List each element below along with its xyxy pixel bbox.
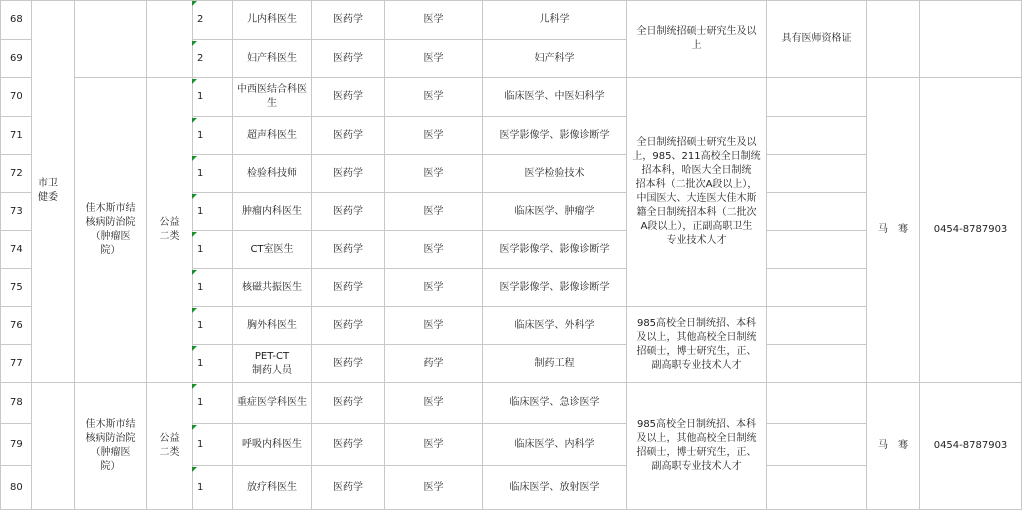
subject: 药学 <box>385 345 483 383</box>
position-name: PET-CT 制药人员 <box>233 345 312 383</box>
category: 医药学 <box>312 0 385 40</box>
subject: 医学 <box>385 383 483 424</box>
subject: 医学 <box>385 466 483 510</box>
unit-cell: 佳木斯市结 核病防治院 （肿瘤医 院） <box>75 383 147 510</box>
major: 临床医学、肿瘤学 <box>483 193 627 231</box>
position-name: 核磁共振医生 <box>233 269 312 307</box>
cell-indicator-icon <box>192 425 197 430</box>
education-requirement: 985高校全日制统招、本科 及以上，其他高校全日制统 招硕士，博士研究生，正、 副高职专业技术人才 <box>627 307 767 383</box>
other-requirement-empty <box>767 193 867 231</box>
row-number: 75 <box>0 269 32 307</box>
cell-indicator-icon <box>192 467 197 472</box>
cell-indicator-icon <box>192 270 197 275</box>
type-cell-blank <box>147 0 193 78</box>
headcount: 1 <box>193 78 233 117</box>
subject: 医学 <box>385 307 483 345</box>
subject: 医学 <box>385 155 483 193</box>
row-number: 74 <box>0 231 32 269</box>
row-number: 76 <box>0 307 32 345</box>
position-name: 中西医结合科医 生 <box>233 78 312 117</box>
major: 医学影像学、影像诊断学 <box>483 231 627 269</box>
position-name: 超声科医生 <box>233 117 312 155</box>
row-number: 70 <box>0 78 32 117</box>
subject: 医学 <box>385 269 483 307</box>
cell-indicator-icon <box>192 41 197 46</box>
row-number: 80 <box>0 466 32 510</box>
headcount: 1 <box>193 466 233 510</box>
contact-phone: 0454-8787903 <box>920 78 1022 383</box>
unit-type-cell: 公益 二类 <box>147 383 193 510</box>
subject: 医学 <box>385 424 483 466</box>
category: 医药学 <box>312 345 385 383</box>
major: 临床医学、中医妇科学 <box>483 78 627 117</box>
headcount: 1 <box>193 193 233 231</box>
position-name: 胸外科医生 <box>233 307 312 345</box>
department-cell-blank <box>32 383 75 510</box>
education-requirement: 全日制统招硕士研究生及以 上 <box>627 0 767 78</box>
category: 医药学 <box>312 40 385 78</box>
other-requirement-empty <box>767 345 867 383</box>
contact-empty <box>867 0 920 78</box>
contact-phone: 0454-8787903 <box>920 383 1022 510</box>
unit-cell-blank <box>75 0 147 78</box>
cell-indicator-icon <box>192 118 197 123</box>
other-requirement-empty <box>767 117 867 155</box>
other-requirement-empty <box>767 231 867 269</box>
cell-indicator-icon <box>192 79 197 84</box>
cell-indicator-icon <box>192 194 197 199</box>
category: 医药学 <box>312 78 385 117</box>
other-requirement-empty <box>767 424 867 466</box>
position-name: 妇产科医生 <box>233 40 312 78</box>
position-name: 肿瘤内科医生 <box>233 193 312 231</box>
other-requirement-empty <box>767 383 867 424</box>
other-requirement-empty <box>767 269 867 307</box>
headcount: 2 <box>193 0 233 40</box>
headcount: 1 <box>193 269 233 307</box>
other-requirement-empty <box>767 307 867 345</box>
category: 医药学 <box>312 193 385 231</box>
education-requirement: 全日制统招硕士研究生及以 上，985、211高校全日制统 招本科，哈医大全日制统 招本科（二批次A段以上）， 中国医大、大连医大佳木斯 籍全日制统招本科（二批次 A段以上），正副高职卫生 专业技术人才 <box>627 78 767 307</box>
row-number: 69 <box>0 40 32 78</box>
major: 临床医学、内科学 <box>483 424 627 466</box>
major: 医学检验技术 <box>483 155 627 193</box>
position-name: 重症医学科医生 <box>233 383 312 424</box>
contact-person: 马 骞 <box>867 78 920 383</box>
headcount: 1 <box>193 231 233 269</box>
row-number: 77 <box>0 345 32 383</box>
major: 妇产科学 <box>483 40 627 78</box>
cell-indicator-icon <box>192 346 197 351</box>
cell-indicator-icon <box>192 156 197 161</box>
headcount: 1 <box>193 307 233 345</box>
major: 临床医学、放射医学 <box>483 466 627 510</box>
major: 临床医学、外科学 <box>483 307 627 345</box>
major: 制药工程 <box>483 345 627 383</box>
other-requirement-empty <box>767 155 867 193</box>
headcount: 1 <box>193 155 233 193</box>
major: 临床医学、急诊医学 <box>483 383 627 424</box>
other-requirement-empty <box>767 466 867 510</box>
headcount: 2 <box>193 40 233 78</box>
education-requirement: 985高校全日制统招、本科 及以上，其他高校全日制统 招硕士，博士研究生，正、 副高职专业技术人才 <box>627 383 767 510</box>
headcount: 1 <box>193 424 233 466</box>
certificate-requirement: 具有医师资格证 <box>767 0 867 78</box>
row-number: 78 <box>0 383 32 424</box>
cell-indicator-icon <box>192 232 197 237</box>
unit-type-cell: 公益 二类 <box>147 78 193 383</box>
headcount: 1 <box>193 117 233 155</box>
position-name: 放疗科医生 <box>233 466 312 510</box>
row-number: 72 <box>0 155 32 193</box>
contact-person: 马 骞 <box>867 383 920 510</box>
row-number: 71 <box>0 117 32 155</box>
subject: 医学 <box>385 117 483 155</box>
table-left-border <box>0 0 1 510</box>
table-top-border <box>0 0 1022 1</box>
phone-empty <box>920 0 1022 78</box>
category: 医药学 <box>312 231 385 269</box>
cell-indicator-icon <box>192 384 197 389</box>
category: 医药学 <box>312 424 385 466</box>
category: 医药学 <box>312 269 385 307</box>
major: 儿科学 <box>483 0 627 40</box>
subject: 医学 <box>385 40 483 78</box>
category: 医药学 <box>312 117 385 155</box>
category: 医药学 <box>312 307 385 345</box>
subject: 医学 <box>385 0 483 40</box>
category: 医药学 <box>312 155 385 193</box>
position-name: 儿内科医生 <box>233 0 312 40</box>
cell-indicator-icon <box>192 308 197 313</box>
position-name: CT室医生 <box>233 231 312 269</box>
subject: 医学 <box>385 78 483 117</box>
unit-cell: 佳木斯市结 核病防治院 （肿瘤医 院） <box>75 78 147 383</box>
subject: 医学 <box>385 193 483 231</box>
position-name: 呼吸内科医生 <box>233 424 312 466</box>
position-name: 检验科技师 <box>233 155 312 193</box>
row-number: 68 <box>0 0 32 40</box>
row-number: 79 <box>0 424 32 466</box>
headcount: 1 <box>193 345 233 383</box>
headcount: 1 <box>193 383 233 424</box>
department-cell: 市卫 健委 <box>32 0 75 383</box>
major: 医学影像学、影像诊断学 <box>483 269 627 307</box>
row-number: 73 <box>0 193 32 231</box>
other-requirement-empty <box>767 78 867 117</box>
major: 医学影像学、影像诊断学 <box>483 117 627 155</box>
cell-indicator-icon <box>192 1 197 6</box>
subject: 医学 <box>385 231 483 269</box>
category: 医药学 <box>312 383 385 424</box>
category: 医药学 <box>312 466 385 510</box>
